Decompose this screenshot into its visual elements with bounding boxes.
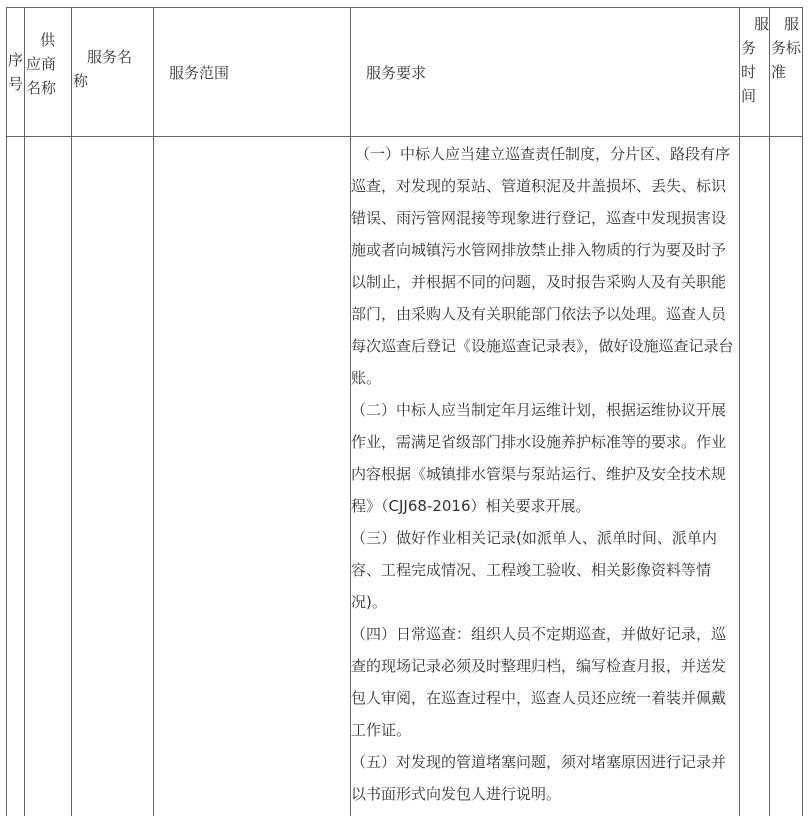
header-service-time: 服务时间 [741,15,770,105]
header-service-scope: 服务范围 [169,64,230,82]
col-border-5 [739,7,740,816]
header-service-requirements: 服务要求 [366,64,427,82]
header-seq: 序号 [8,51,24,93]
service-requirements-cell [351,138,739,810]
requirement-paragraph-5: （五）对发现的管道堵塞问题，须对堵塞原因进行记录并以书面形式向发包人进行说明。 [351,753,727,803]
col-border-1 [24,7,25,816]
table-top-border [6,7,803,8]
header-supplier: 供应商名称 [26,31,57,97]
col-border-0 [6,7,7,816]
header-service-name: 服务名称 [73,48,133,90]
col-border-7 [802,7,803,816]
col-border-2 [71,7,72,816]
requirement-paragraph-3: （三）做好作业相关记录(如派单人、派单时间、派单内容、工程完成情况、工程竣工验收、相关影像资料等情况)。 [351,529,717,611]
requirement-paragraph-2: （二）中标人应当制定年月运维计划，根据运维协议开展作业，需满足省级部门排水设施养护标准等的要求。作业内容根据《城镇排水管渠与泵站运行、维护及安全技术规程》（CJJ68-2016）相关要求开展。 [351,401,727,515]
col-border-3 [153,7,154,816]
requirement-paragraph-4: （四）日常巡查：组织人员不定期巡查，并做好记录，巡查的现场记录必须及时整理归档，编写检查月报，并送发包人审阅，在巡查过程中，巡查人员还应统一着装并佩戴工作证。 [351,625,727,739]
header-bottom-border [6,136,803,137]
requirement-paragraph-1: （一）中标人应当建立巡查责任制度，分片区、路段有序巡查，对发现的泵站、管道积泥及井盖损坏、丢失、标识错误、雨污管网混接等现象进行登记，巡查中发现损害设施或者向城镇污水管网排放禁止排入物质的行为要及时予以制止，并根据不同的问题，及时报告采购人及有关职能部门，由采购人及有关职能部门依法予以处理。巡查人员每次巡查后登记《设施巡查记录表》，做好设施巡查记录台账。 [351,145,734,387]
header-service-standard: 服务标准 [771,15,802,81]
col-border-6 [769,7,770,816]
